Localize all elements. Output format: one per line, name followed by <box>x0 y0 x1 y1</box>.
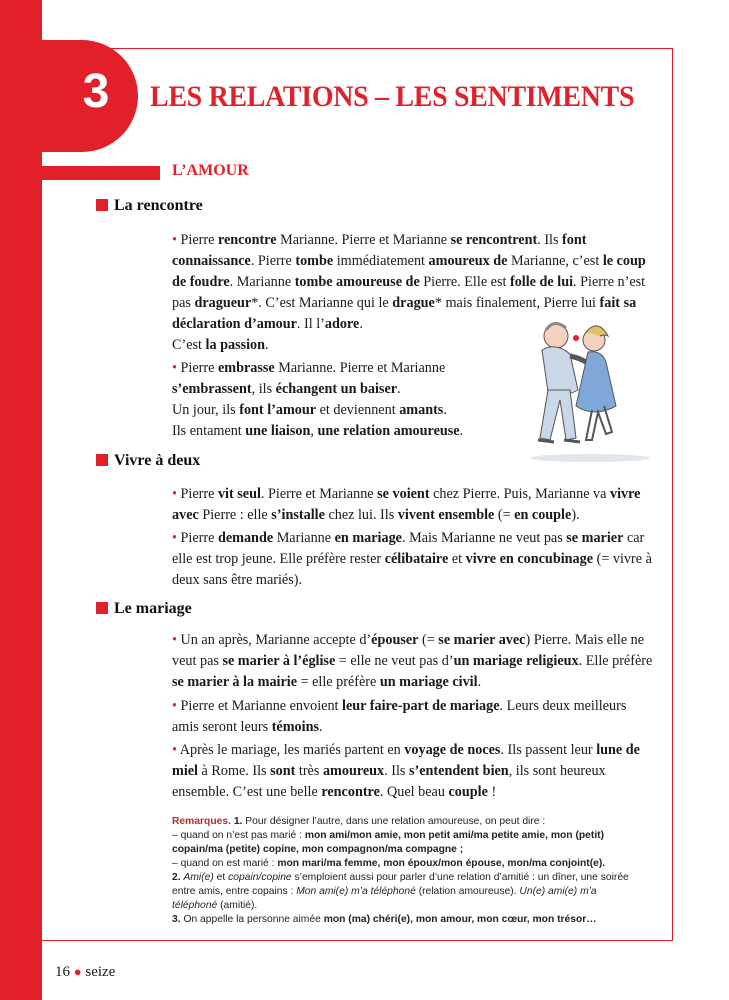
left-red-margin <box>0 0 42 1000</box>
footer-dot-icon: ● <box>73 964 82 979</box>
remarks-box: Remarques. 1. Pour désigner l’autre, dans une relation amoureuse, on peut dire : – quand on n’est pas marié : mon ami/mon amie, mon petit ami/ma petite amie, mon (petit) copain/ma (petite) copine, mon compagnon/ma compagne ; – quand on est marié : mon mari/ma femme, mon époux/mon épouse, mon/ma conjoint(e). 2. Ami(e) et copain/copine s’emploient aussi pour parler d’une relation d’amitié : un dîner, une soirée entre amis, entre copains : Mon ami(e) m’a téléphoné (relation amoureuse). Un(e) ami(e) m’a téléphoné (amitié). 3. On appelle la personne aimée mon (ma) chéri(e), mon amour, mon cœur, mon trésor… <box>172 816 629 925</box>
page-word: seize <box>85 964 116 980</box>
square-bullet-icon <box>96 602 108 614</box>
chapter-title: LES RELATIONS – LES SENTIMENTS <box>150 80 635 113</box>
subsection-mariage <box>96 600 192 618</box>
subsection-vivre <box>96 452 200 470</box>
paragraph-mariage-2: • Pierre et Marianne envoient leur faire-part de mariage. Leurs deux meilleurs amis seront leurs témoins. <box>172 698 627 735</box>
paragraph-rencontre-2: • Pierre embrasse Marianne. Pierre et Marianne s’embrassent, ils échangent un baiser. Un jour, ils font l’amour et deviennent amants. Ils entament une liaison, une relation amoureuse. <box>172 360 464 439</box>
subsection-vivre-label: Vivre à deux <box>114 452 201 469</box>
paragraph-mariage-3: • Après le mariage, les mariés partent en voyage de noces. Ils passent leur lune de miel à Rome. Ils sont très amoureux. Ils s’entendent bien, ils sont heureux ensemble. C’est une belle rencontre. Quel beau couple ! <box>172 742 640 800</box>
paragraph-mariage-1: • Un an après, Marianne accepte d’épouser (= se marier avec) Pierre. Mais elle ne veut pas se marier à l’église = elle ne veut pas d’un mariage religieux. Elle préfère se marier à la mairie = elle préfère un mariage civil. <box>172 632 653 690</box>
square-bullet-icon <box>96 454 108 466</box>
subsection-rencontre <box>96 197 203 215</box>
chapter-number: 3 <box>82 65 110 118</box>
section-bar <box>42 166 160 180</box>
paragraph-rencontre-1: • Pierre rencontre Marianne. Pierre et Marianne se rencontrent. Ils font connaissance. Pierre tombe immédiatement amoureux de Marianne, c’est le coup de foudre. Marianne tombe amoureuse de Pierre. Elle est folle de lui. Pierre n’est pas dragueur*. C’est Marianne qui le drague* mais finalement, Pierre lui fait sa déclaration d’amour. Il l’adore. C’est la passion. <box>172 232 646 353</box>
page-footer <box>55 964 115 981</box>
paragraph-vivre-2: • Pierre demande Marianne en mariage. Mais Marianne ne veut pas se marier car elle est trop jeune. Elle préfère rester célibataire et vivre en concubinage (= vivre à deux sans être mariés). <box>172 530 652 588</box>
section-title: L’AMOUR <box>172 162 249 179</box>
paragraph-vivre-1: • Pierre vit seul. Pierre et Marianne se voient chez Pierre. Puis, Marianne va vivre avec Pierre : elle s’installe chez lui. Ils vivent ensemble (= en couple). <box>172 486 641 523</box>
page-number: 16 <box>55 964 70 980</box>
subsection-mariage-label: Le mariage <box>114 600 192 617</box>
square-bullet-icon <box>96 199 108 211</box>
couple-kissing-illustration <box>512 318 652 463</box>
subsection-rencontre-label: La rencontre <box>114 197 203 214</box>
